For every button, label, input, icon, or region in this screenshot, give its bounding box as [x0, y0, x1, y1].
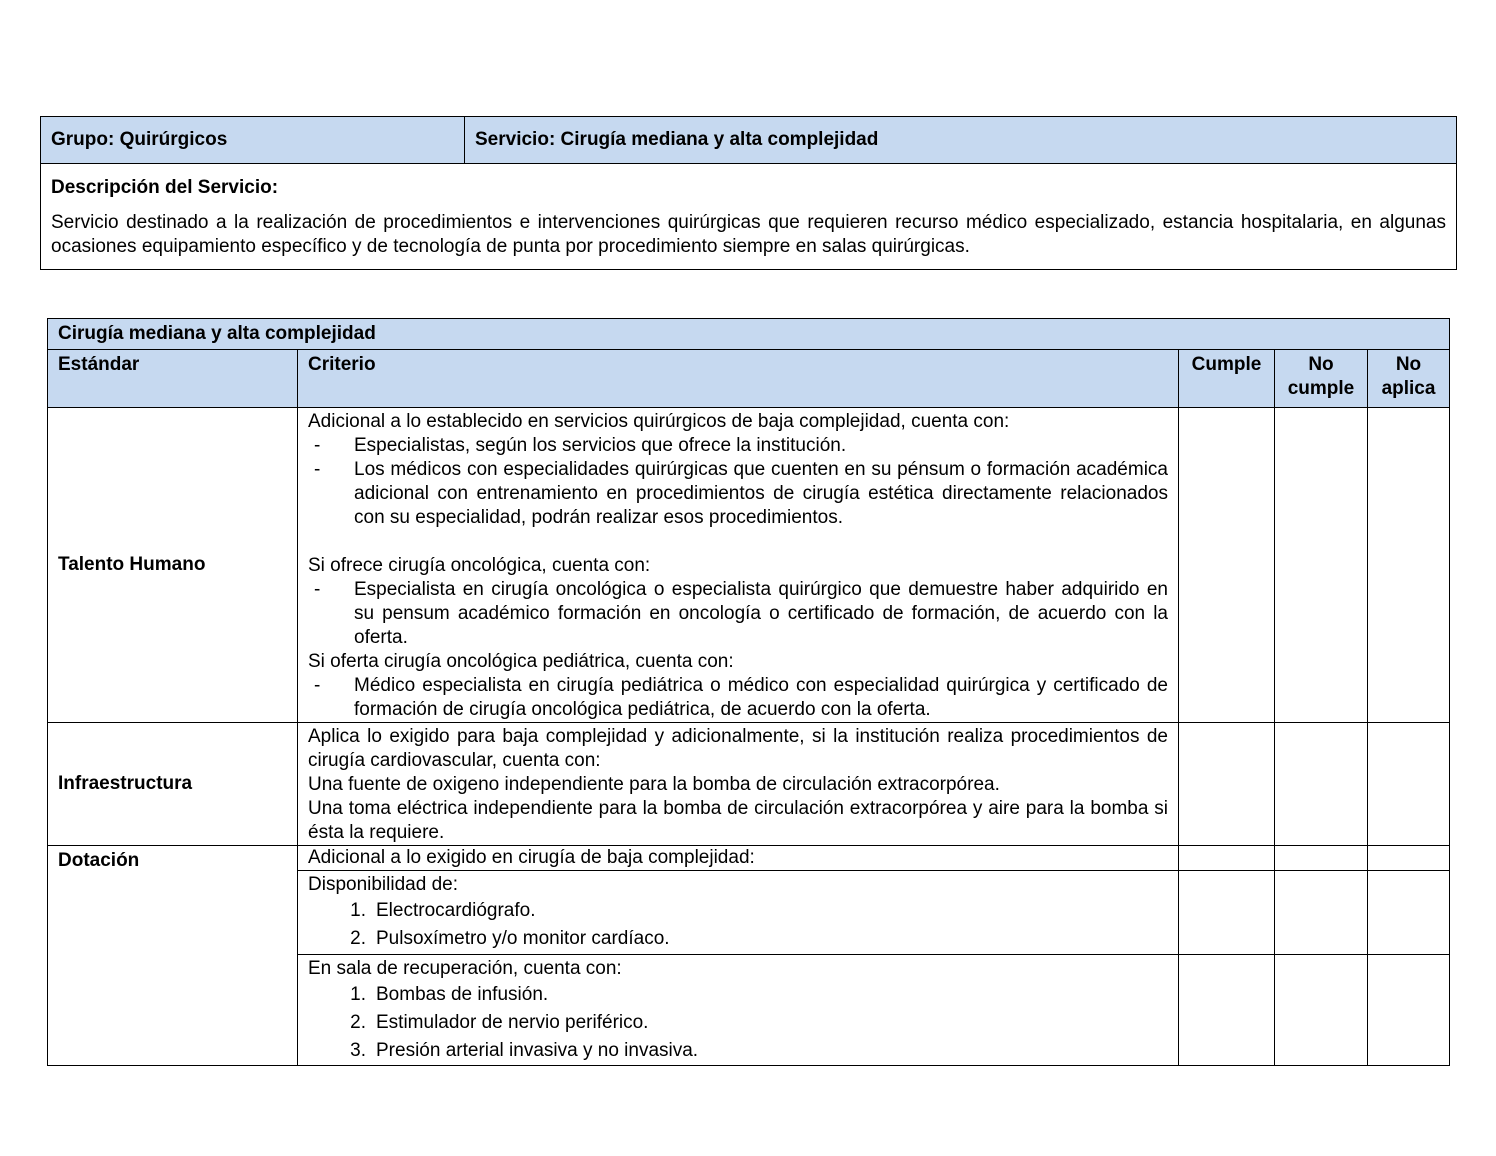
list-number: 1. [350, 900, 366, 921]
standard-name-talento-humano: Talento Humano [48, 408, 298, 723]
list-number: 2. [350, 1012, 366, 1033]
standards-title-row [48, 319, 1450, 350]
standards-table-title: Cirugía mediana y alta complejidad [48, 319, 1450, 350]
criteria-intro: Adicional a lo establecido en servicios quirúrgicos de baja complejidad, cuenta con: [308, 411, 1010, 432]
service-value: : Cirugía mediana y alta complejidad [548, 129, 879, 150]
cumple-cell[interactable] [1179, 871, 1275, 955]
no-cumple-cell[interactable] [1275, 723, 1368, 846]
criteria-dotacion-recuperacion [298, 955, 1179, 1066]
list-number: 1. [350, 984, 366, 1005]
list-item-text: Electrocardiógrafo. [376, 900, 536, 921]
list-item [308, 434, 1168, 458]
list-item-text: Estimulador de nervio periférico. [376, 1012, 649, 1033]
standard-name-dotacion: Dotación [48, 846, 298, 1066]
criteria-intro: Disponibilidad de: [308, 874, 458, 895]
list-item [308, 674, 1168, 722]
list-item [308, 981, 1168, 1009]
service-description-row [41, 164, 1457, 270]
criteria-infraestructura [298, 723, 1179, 846]
list-item-text: Bombas de infusión. [376, 984, 549, 1005]
list-item-text: Médico especialista en cirugía pediátrica o médico con especialidad quirúrgica y certificado de formación de cirugía oncológica pediátrica, de acuerdo con la oferta. [354, 675, 1168, 720]
no-aplica-cell[interactable] [1368, 955, 1450, 1066]
no-cumple-cell[interactable] [1275, 846, 1368, 871]
list-bullet: - [314, 459, 321, 480]
criteria-intro: En sala de recuperación, cuenta con: [308, 958, 622, 979]
list-item-text: Especialistas, según los servicios que ofrece la institución. [354, 435, 847, 456]
list-item [308, 1037, 1168, 1065]
list-item [308, 1009, 1168, 1037]
cumple-cell[interactable] [1179, 723, 1275, 846]
no-aplica-cell[interactable] [1368, 723, 1450, 846]
cumple-cell[interactable] [1179, 955, 1275, 1066]
description-text: Servicio destinado a la realización de procedimientos e intervenciones quirúrgicas que requieren recurso médico especializado, estancia hospitalaria, en algunas ocasiones equipamiento específico y de tecnología de punta por procedimiento siempre en salas quirúrgicas. [51, 212, 1446, 257]
list-number: 2. [350, 928, 366, 949]
list-bullet: - [314, 579, 321, 600]
infraestructura-row [48, 723, 1450, 846]
list-bullet: - [314, 435, 321, 456]
cumple-cell[interactable] [1179, 846, 1275, 871]
list-item-text: Especialista en cirugía oncológica o especialista quirúrgico que demuestre haber adquirido en su pensum académico formación en oncología o certificado de formación, de acuerdo con la oferta. [354, 579, 1168, 648]
column-header-criterio: Criterio [298, 350, 1179, 408]
no-cumple-cell[interactable] [1275, 955, 1368, 1066]
standards-table [47, 318, 1450, 1066]
list-item [308, 897, 1168, 925]
service-description-cell [41, 164, 1457, 270]
column-header-no-aplica: No aplica [1368, 350, 1450, 408]
list-item-text: Los médicos con especialidades quirúrgicas que cuenten en su pénsum o formación académica adicional con entrenamiento en procedimientos de cirugía estética directamente relacionados con su especialidad, podrán realizar esos procedimientos. [354, 459, 1168, 528]
list-item [308, 578, 1168, 650]
criteria-line: Una fuente de oxigeno independiente para la bomba de circulación extracorpórea. [308, 774, 1000, 795]
dotacion-row-1 [48, 846, 1450, 871]
column-header-estandar: Estándar [48, 350, 298, 408]
criteria-dotacion-disponibilidad [298, 871, 1179, 955]
list-item [308, 458, 1168, 530]
service-info-header-row [41, 117, 1457, 164]
list-bullet: - [314, 675, 321, 696]
list-item [308, 925, 1168, 953]
criteria-talento-humano [298, 408, 1179, 723]
criteria-pediatric-intro: Si oferta cirugía oncológica pediátrica, cuenta con: [308, 651, 734, 672]
standard-name-infraestructura: Infraestructura [48, 723, 298, 846]
group-label: Grupo: Quirúrgicos [41, 117, 465, 164]
service-label: Servicio [475, 129, 549, 150]
no-aplica-cell[interactable] [1368, 408, 1450, 723]
talento-humano-row [48, 408, 1450, 723]
description-title: Descripción del Servicio: [51, 177, 279, 198]
service-info-table [40, 116, 1457, 270]
column-header-no-cumple: No cumple [1275, 350, 1368, 408]
no-cumple-cell[interactable] [1275, 871, 1368, 955]
no-cumple-cell[interactable] [1275, 408, 1368, 723]
cumple-cell[interactable] [1179, 408, 1275, 723]
criteria-line: Una toma eléctrica independiente para la bomba de circulación extracorpórea y aire para la bomba si ésta la requiere. [308, 798, 1168, 843]
criteria-oncology-intro: Si ofrece cirugía oncológica, cuenta con: [308, 555, 651, 576]
column-header-row [48, 350, 1450, 408]
criteria-dotacion-general: Adicional a lo exigido en cirugía de baja complejidad: [298, 846, 1179, 871]
list-number: 3. [350, 1040, 366, 1061]
list-item-text: Pulsoxímetro y/o monitor cardíaco. [376, 928, 670, 949]
no-aplica-cell[interactable] [1368, 871, 1450, 955]
list-item-text: Presión arterial invasiva y no invasiva. [376, 1040, 699, 1061]
criteria-line: Aplica lo exigido para baja complejidad y adicionalmente, si la institución realiza procedimientos de cirugía cardiovascular, cuenta con: [308, 726, 1168, 771]
column-header-cumple: Cumple [1179, 350, 1275, 408]
service-label-cell [465, 117, 1457, 164]
no-aplica-cell[interactable] [1368, 846, 1450, 871]
